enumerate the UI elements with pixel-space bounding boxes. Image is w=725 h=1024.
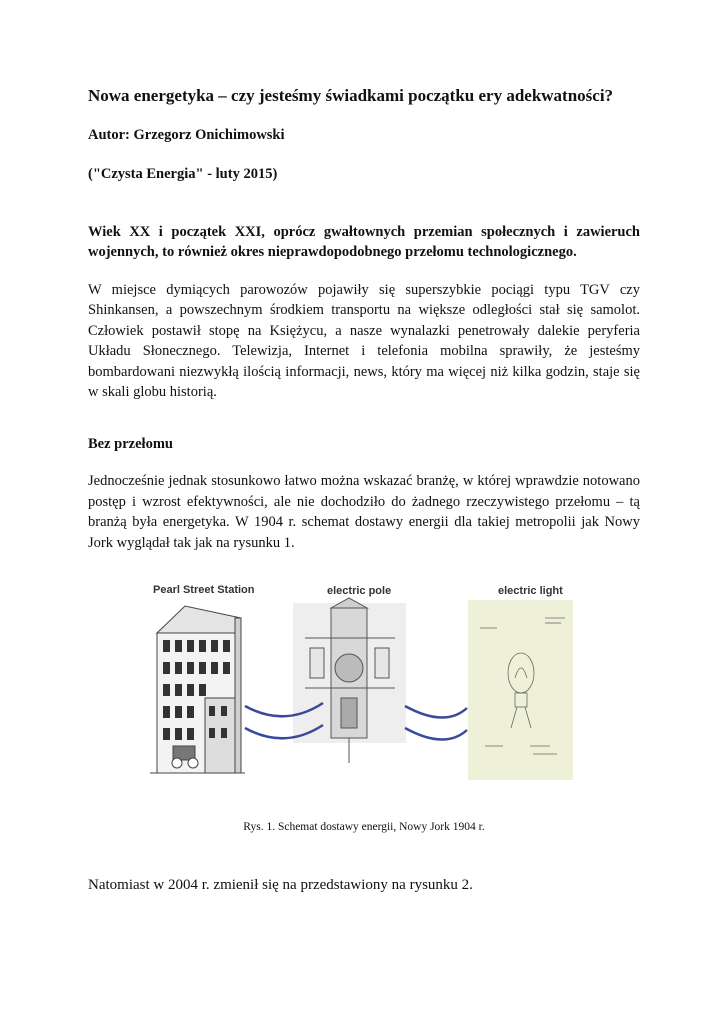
section-heading: Bez przełomu <box>88 436 173 452</box>
article-source: ("Czysta Energia" - luty 2015) <box>88 166 278 182</box>
body-paragraph-3: Natomiast w 2004 r. zmienił się na przedstawiony na rysunku 2. <box>88 877 473 893</box>
lead-paragraph: Wiek XX i początek XXI, oprócz gwałtownych przemian społecznych i zawieruch wojennych, to również okres nieprawdopodobnego przełomu technologicznego. <box>88 224 640 260</box>
body-paragraph-2: Jednocześnie jednak stosunkowo łatwo można wskazać branżę, w której wprawdzie notowano postęp i wzrost efektywności, ale nie dochodziło do żadnego rzeczywistego przełomu – tą branżą była energetyka. W 1904 r. schemat dostawy energii dla takiej metropolii jak Nowy Jork wyglądał tak jak na rysunku 1. <box>88 473 640 551</box>
label-light: electric light <box>498 585 563 597</box>
article-title: Nowa energetyka – czy jesteśmy świadkami początku ery adekwatności? <box>88 86 614 105</box>
pole-illustration <box>293 598 406 763</box>
building-illustration <box>150 606 245 773</box>
article-author: Autor: Grzegorz Onichimowski <box>88 127 285 143</box>
figure-caption: Rys. 1. Schemat dostawy energii, Nowy Jork 1904 r. <box>243 821 485 833</box>
body-paragraph-1: W miejsce dymiących parowozów pojawiły się superszybkie pociągi typu TGV czy Shinkansen, a powszechnym środkiem transportu na większe odległości stał się samolot. Człowiek postawił stopę na Księżycu, a nasze wynalazki penetrowały dalekie peryferia Układu Słonecznego. Telewizja, Internet i telefonia mobilna sprawiły, że jesteśmy bombardowani niezwykłą ilością informacji, news, który ma więcej niż kilka godzin, staje się w skali globu historią. <box>88 282 640 401</box>
label-station: Pearl Street Station <box>153 584 255 596</box>
figure-energy-supply-1904 <box>145 578 585 783</box>
label-pole: electric pole <box>327 585 392 597</box>
patent-illustration <box>468 600 573 780</box>
